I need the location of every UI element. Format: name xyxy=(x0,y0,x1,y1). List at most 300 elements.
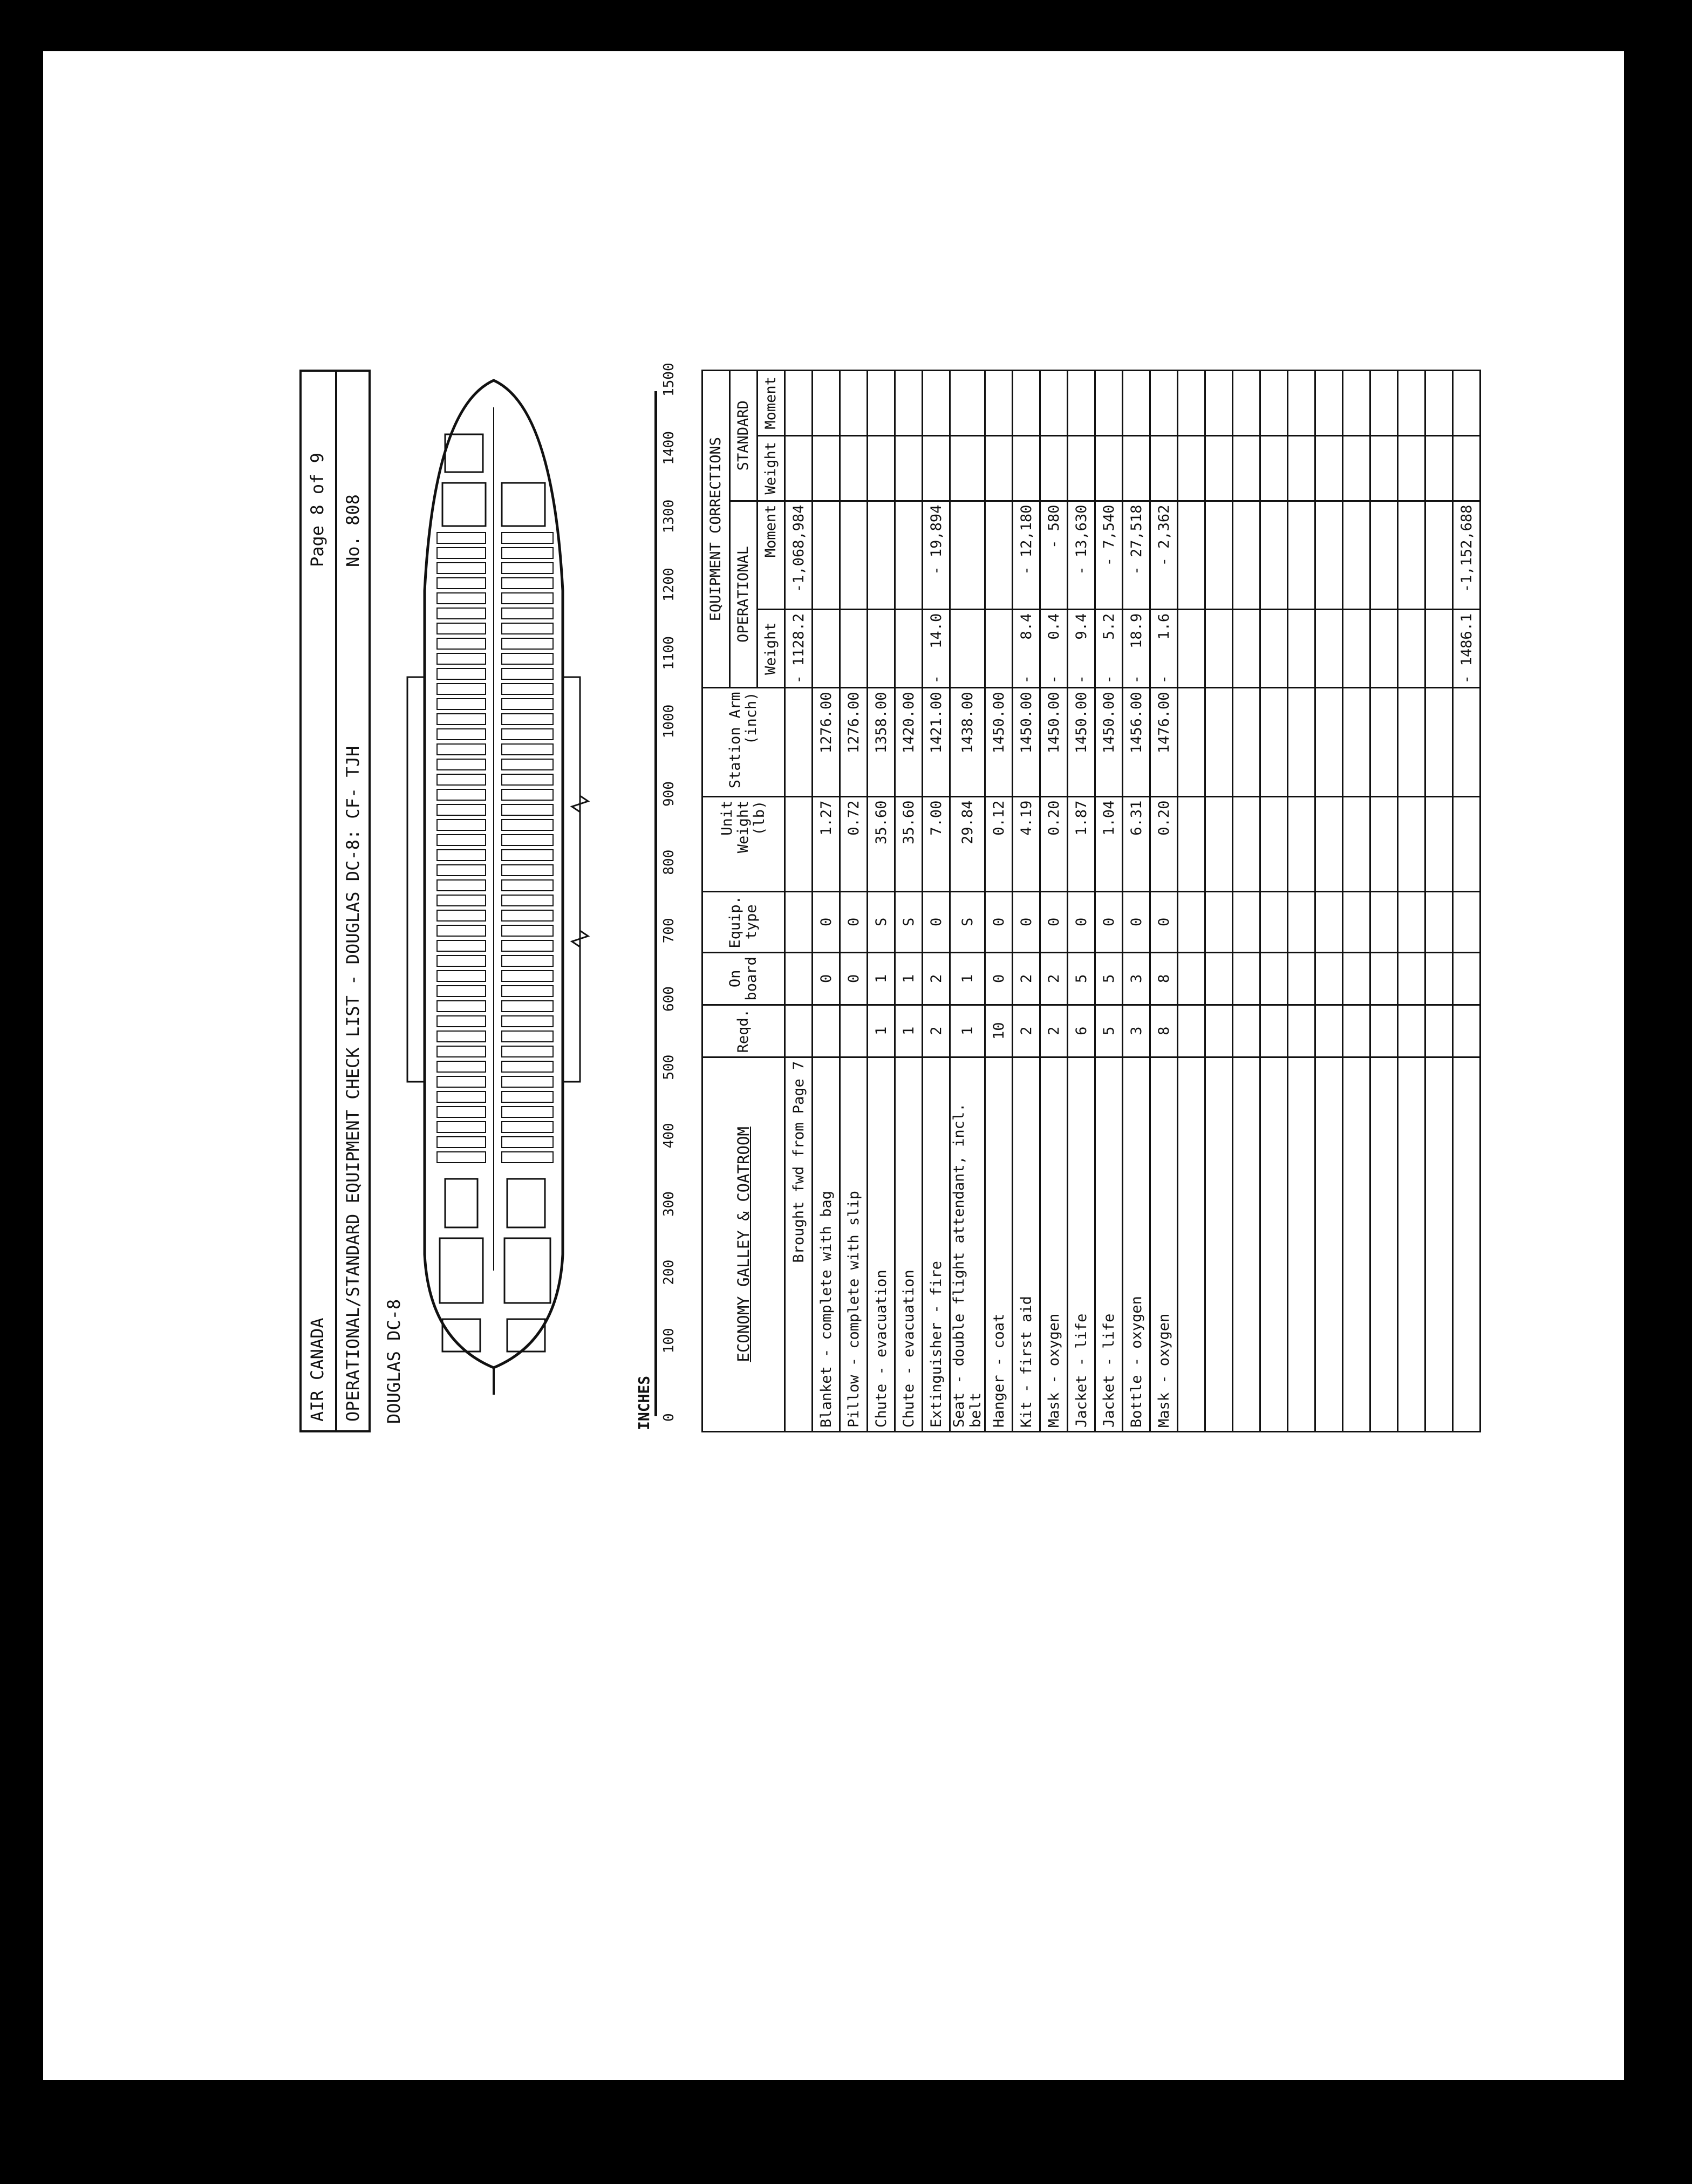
seat-row xyxy=(502,759,553,770)
item-name: Jacket - life xyxy=(1095,1057,1123,1431)
seat-row xyxy=(437,880,486,891)
seat-row xyxy=(437,593,486,604)
item-name: Kit - first aid xyxy=(1013,1057,1040,1431)
blank-cell xyxy=(1398,609,1425,672)
op-moment: - 2,362 xyxy=(1150,501,1178,609)
table-row xyxy=(895,371,923,1432)
seat-row xyxy=(502,1152,553,1163)
blank-cell xyxy=(1233,1057,1260,1431)
blank-cell xyxy=(1233,501,1260,609)
blank-cell xyxy=(1260,672,1288,688)
item-name: Mask - oxygen xyxy=(1150,1057,1178,1431)
blank-cell xyxy=(1288,796,1315,891)
blank-cell xyxy=(1370,501,1398,609)
blank-cell xyxy=(1205,688,1233,796)
blank-cell xyxy=(1315,609,1343,672)
op-moment: - 12,180 xyxy=(1013,501,1040,609)
op-sign: - xyxy=(1068,672,1095,688)
seat-row xyxy=(437,865,486,876)
blank-cell xyxy=(1425,952,1453,1005)
equip-type: 0 xyxy=(1150,891,1178,952)
blank-cell xyxy=(1205,435,1233,501)
blank-cell xyxy=(1425,796,1453,891)
std-moment xyxy=(895,371,923,436)
blank-cell xyxy=(1260,501,1288,609)
blank-cell xyxy=(1288,609,1315,672)
blank-cell xyxy=(1343,891,1370,952)
blank-cell xyxy=(1453,1005,1480,1057)
op-weight: 18.9 xyxy=(1123,609,1150,672)
seat-row xyxy=(437,563,486,574)
blank-cell xyxy=(1425,891,1453,952)
unit-weight: 35.60 xyxy=(895,796,923,891)
equip-type: 0 xyxy=(985,891,1013,952)
blank-row xyxy=(1398,371,1425,1432)
scale-tick-label: 1400 xyxy=(661,431,677,465)
blank-cell xyxy=(1178,891,1205,952)
unit-weight: 0.20 xyxy=(1040,796,1068,891)
table-row xyxy=(1068,371,1095,1432)
scale-label: INCHES xyxy=(635,1375,653,1430)
equip-type: S xyxy=(950,891,985,952)
brought-forward-sign: - xyxy=(785,672,813,688)
blank-cell xyxy=(1233,891,1260,952)
blank-cell xyxy=(1453,796,1480,891)
seat-row xyxy=(437,789,486,800)
blank-cell xyxy=(1260,891,1288,952)
std-weight xyxy=(1040,435,1068,501)
col-reqd: Reqd. xyxy=(702,1005,785,1057)
scale-tick-label: 1200 xyxy=(661,568,677,602)
blank-cell xyxy=(1398,501,1425,609)
blank-cell xyxy=(1178,672,1205,688)
table-row xyxy=(1150,371,1178,1432)
seat-row xyxy=(437,684,486,694)
blank-cell xyxy=(1178,1005,1205,1057)
seat-row xyxy=(502,804,553,815)
seat-row xyxy=(437,578,486,589)
op-sign xyxy=(985,672,1013,688)
blank-cell xyxy=(1315,435,1343,501)
blank-row xyxy=(1315,371,1343,1432)
blank-cell xyxy=(1178,952,1205,1005)
blank-cell xyxy=(1315,371,1343,436)
table-row xyxy=(923,371,950,1432)
blank-cell xyxy=(1205,891,1233,952)
seat-row xyxy=(502,1016,553,1027)
blank-cell xyxy=(1260,609,1288,672)
blank-cell xyxy=(1425,1005,1453,1057)
reqd-qty: 1 xyxy=(868,1005,895,1057)
blank-cell xyxy=(1453,952,1480,1005)
station-arm: 1420.00 xyxy=(895,688,923,796)
scale-tick-label: 300 xyxy=(661,1191,677,1217)
scale-tick-label: 200 xyxy=(661,1259,677,1285)
op-sign xyxy=(868,672,895,688)
blank-cell xyxy=(1398,1057,1425,1431)
blank-cell xyxy=(1343,501,1370,609)
table-row xyxy=(1040,371,1068,1432)
seat-row xyxy=(437,1061,486,1072)
on-board-qty: 1 xyxy=(895,952,923,1005)
std-moment xyxy=(1150,371,1178,436)
blank-cell xyxy=(1370,952,1398,1005)
seat-row xyxy=(502,533,553,543)
blank-cell xyxy=(1343,952,1370,1005)
blank-cell xyxy=(1288,952,1315,1005)
blank-row xyxy=(1288,371,1315,1432)
station-arm: 1476.00 xyxy=(1150,688,1178,796)
blank-cell xyxy=(1453,371,1480,436)
col-standard: STANDARD xyxy=(730,371,758,501)
blank-cell xyxy=(1370,435,1398,501)
table-row xyxy=(985,371,1013,1432)
blank-cell xyxy=(1260,1057,1288,1431)
seat-row xyxy=(502,789,553,800)
blank-cell xyxy=(1260,688,1288,796)
blank-cell xyxy=(1425,1057,1453,1431)
seat-row xyxy=(437,533,486,543)
seat-row xyxy=(437,608,486,619)
op-weight: 14.0 xyxy=(923,609,950,672)
blank-cell xyxy=(1370,796,1398,891)
reqd-qty: 2 xyxy=(1040,1005,1068,1057)
blank-cell xyxy=(1398,796,1425,891)
std-moment xyxy=(1013,371,1040,436)
table-row xyxy=(1095,371,1123,1432)
scale-tick-label: 500 xyxy=(661,1054,677,1080)
std-weight xyxy=(1095,435,1123,501)
op-weight xyxy=(840,609,868,672)
blank-cell xyxy=(1260,952,1288,1005)
blank-cell xyxy=(1205,1057,1233,1431)
blank-row xyxy=(1343,371,1370,1432)
op-moment xyxy=(868,501,895,609)
on-board-qty: 1 xyxy=(868,952,895,1005)
op-sign: - xyxy=(1095,672,1123,688)
seat-row xyxy=(437,850,486,861)
station-arm: 1421.00 xyxy=(923,688,950,796)
blank-cell xyxy=(1205,501,1233,609)
seat-row xyxy=(502,820,553,830)
seat-row xyxy=(437,1031,486,1042)
op-sign: - xyxy=(1013,672,1040,688)
std-weight xyxy=(1123,435,1150,501)
on-board-qty: 0 xyxy=(840,952,868,1005)
op-weight xyxy=(950,609,985,672)
page-number: Page 8 of 9 xyxy=(307,453,328,567)
aircraft-seat-plan-icon xyxy=(391,370,645,1432)
total-sign: - xyxy=(1453,672,1480,688)
blank-row xyxy=(1370,371,1398,1432)
unit-weight: 0.20 xyxy=(1150,796,1178,891)
blank-cell xyxy=(1370,609,1398,672)
seat-row xyxy=(502,774,553,785)
blank-cell xyxy=(1343,1005,1370,1057)
blank-cell xyxy=(1178,435,1205,501)
std-weight xyxy=(840,435,868,501)
aircraft-diagram xyxy=(380,370,650,1432)
col-on-board: On board xyxy=(702,952,785,1005)
blank-cell xyxy=(1178,371,1205,436)
std-moment xyxy=(1095,371,1123,436)
blank-cell xyxy=(1260,371,1288,436)
unit-weight: 35.60 xyxy=(868,796,895,891)
blank-cell xyxy=(1315,672,1343,688)
item-name: Pillow - complete with slip xyxy=(840,1057,868,1431)
seat-row xyxy=(502,1001,553,1012)
blank-cell xyxy=(1315,1057,1343,1431)
item-name: Mask - oxygen xyxy=(1040,1057,1068,1431)
seat-row xyxy=(437,1076,486,1087)
seat-row xyxy=(502,684,553,694)
table-row xyxy=(1123,371,1150,1432)
seat-row xyxy=(437,895,486,906)
blank-cell xyxy=(1260,796,1288,891)
scale-tick-label: 800 xyxy=(661,849,677,875)
op-sign: - xyxy=(923,672,950,688)
std-weight xyxy=(950,435,985,501)
equip-type: 0 xyxy=(1123,891,1150,952)
scale-tick-label: 1300 xyxy=(661,499,677,534)
op-moment xyxy=(840,501,868,609)
seat-row xyxy=(502,1031,553,1042)
seat-row xyxy=(502,653,553,664)
blank-cell xyxy=(1453,891,1480,952)
op-sign xyxy=(813,672,840,688)
blank-cell xyxy=(1343,435,1370,501)
table-row xyxy=(840,371,868,1432)
seat-row xyxy=(437,1046,486,1057)
std-weight xyxy=(813,435,840,501)
op-moment xyxy=(895,501,923,609)
equip-type: 0 xyxy=(813,891,840,952)
blank-cell xyxy=(1370,891,1398,952)
scale-tick-label: 1000 xyxy=(661,704,677,739)
section-title: ECONOMY GALLEY & COATROOM xyxy=(734,1127,753,1362)
form-title: OPERATIONAL/STANDARD EQUIPMENT CHECK LIST - DOUGLAS DC-8: CF- TJH xyxy=(343,746,363,1422)
blank-cell xyxy=(1343,1057,1370,1431)
total-op-moment: -1,152,688 xyxy=(1453,501,1480,609)
std-weight xyxy=(1013,435,1040,501)
seat-row xyxy=(437,668,486,679)
blank-cell xyxy=(1425,435,1453,501)
col-std-moment: Moment xyxy=(758,371,785,436)
seat-row xyxy=(502,1076,553,1087)
seat-row xyxy=(502,835,553,845)
reqd-qty: 10 xyxy=(985,1005,1013,1057)
op-moment xyxy=(950,501,985,609)
seat-row xyxy=(502,971,553,981)
std-moment xyxy=(1123,371,1150,436)
blank-cell xyxy=(1343,672,1370,688)
seat-row xyxy=(502,880,553,891)
scale-tick-label: 900 xyxy=(661,781,677,807)
seat-row xyxy=(437,1152,486,1163)
blank-cell xyxy=(1453,688,1480,796)
unit-weight: 1.27 xyxy=(813,796,840,891)
seat-row xyxy=(437,925,486,936)
blank-cell xyxy=(1205,371,1233,436)
blank-cell xyxy=(1425,688,1453,796)
reqd-qty: 2 xyxy=(923,1005,950,1057)
seat-row xyxy=(502,623,553,634)
seat-row xyxy=(502,548,553,558)
blank-cell xyxy=(1233,796,1260,891)
seat-row xyxy=(502,895,553,906)
blank-cell xyxy=(1233,1005,1260,1057)
seat-row xyxy=(437,1016,486,1027)
seat-row xyxy=(437,1091,486,1102)
op-sign xyxy=(895,672,923,688)
equip-type: S xyxy=(895,891,923,952)
item-name: Bottle - oxygen xyxy=(1123,1057,1150,1431)
inch-scale xyxy=(635,363,700,1432)
blank-cell xyxy=(1398,952,1425,1005)
std-weight xyxy=(868,435,895,501)
seat-row xyxy=(502,910,553,921)
seat-row xyxy=(502,1122,553,1132)
std-moment xyxy=(985,371,1013,436)
scale-tick-label: 600 xyxy=(661,986,677,1012)
op-moment: - 7,540 xyxy=(1095,501,1123,609)
blank-cell xyxy=(1425,501,1453,609)
blank-cell xyxy=(1178,688,1205,796)
blank-row xyxy=(1205,371,1233,1432)
equip-type: 0 xyxy=(923,891,950,952)
seat-row xyxy=(437,804,486,815)
seat-row xyxy=(437,623,486,634)
blank-cell xyxy=(1370,1005,1398,1057)
col-operational: OPERATIONAL xyxy=(730,501,758,688)
seat-row xyxy=(437,971,486,981)
scale-tick-label: 1500 xyxy=(661,363,677,397)
equipment-table xyxy=(701,370,1481,1432)
blank-cell xyxy=(1288,891,1315,952)
seat-row xyxy=(437,548,486,558)
op-weight xyxy=(813,609,840,672)
blank-cell xyxy=(1398,891,1425,952)
unit-weight: 29.84 xyxy=(950,796,985,891)
on-board-qty: 0 xyxy=(985,952,1013,1005)
std-moment xyxy=(1040,371,1068,436)
blank-cell xyxy=(1425,609,1453,672)
blank-cell xyxy=(1233,688,1260,796)
reqd-qty xyxy=(840,1005,868,1057)
brought-forward-weight: 1128.2 xyxy=(785,609,813,672)
seat-row xyxy=(502,986,553,997)
op-weight: 9.4 xyxy=(1068,609,1095,672)
unit-weight: 1.04 xyxy=(1095,796,1123,891)
blank-cell xyxy=(1233,672,1260,688)
seat-row xyxy=(502,699,553,709)
seat-row xyxy=(437,956,486,966)
blank-cell xyxy=(1178,796,1205,891)
seat-row xyxy=(502,1107,553,1117)
seat-row xyxy=(437,759,486,770)
on-board-qty: 1 xyxy=(950,952,985,1005)
seat-row xyxy=(502,1061,553,1072)
blank-cell xyxy=(1288,688,1315,796)
blank-cell xyxy=(1315,501,1343,609)
equip-type: 0 xyxy=(1013,891,1040,952)
blank-cell xyxy=(1260,435,1288,501)
seat-row xyxy=(502,925,553,936)
blank-cell xyxy=(1315,796,1343,891)
blank-cell xyxy=(1288,435,1315,501)
blank-cell xyxy=(1205,796,1233,891)
equip-type: 0 xyxy=(1095,891,1123,952)
std-moment xyxy=(813,371,840,436)
col-equipment-corrections: EQUIPMENT CORRECTIONS xyxy=(702,371,730,688)
seat-row xyxy=(502,593,553,604)
seat-row xyxy=(437,1137,486,1148)
seat-row xyxy=(437,820,486,830)
brought-forward-label: Brought fwd from Page 7 xyxy=(785,1057,813,1431)
blank-cell xyxy=(1178,1057,1205,1431)
seat-row xyxy=(502,956,553,966)
blank-cell xyxy=(1233,435,1260,501)
equip-type: 0 xyxy=(1068,891,1095,952)
reqd-qty: 2 xyxy=(1013,1005,1040,1057)
blank-cell xyxy=(1288,672,1315,688)
station-arm: 1276.00 xyxy=(813,688,840,796)
reqd-qty: 5 xyxy=(1095,1005,1123,1057)
equip-type: 0 xyxy=(840,891,868,952)
std-weight xyxy=(923,435,950,501)
op-moment xyxy=(985,501,1013,609)
blank-cell xyxy=(1315,1005,1343,1057)
blank-cell xyxy=(1453,1057,1480,1431)
blank-cell xyxy=(1425,672,1453,688)
scale-tick-label: 1100 xyxy=(661,636,677,670)
blank-cell xyxy=(1205,609,1233,672)
blank-cell xyxy=(1370,688,1398,796)
on-board-qty: 0 xyxy=(813,952,840,1005)
scale-tick-label: 700 xyxy=(661,918,677,944)
table-row xyxy=(1013,371,1040,1432)
document-number: No. 808 xyxy=(343,494,363,567)
on-board-qty: 5 xyxy=(1068,952,1095,1005)
item-name: Extinguisher - fire xyxy=(923,1057,950,1431)
op-sign: - xyxy=(1040,672,1068,688)
blank-cell xyxy=(1205,952,1233,1005)
station-arm: 1456.00 xyxy=(1123,688,1150,796)
unit-weight: 0.72 xyxy=(840,796,868,891)
op-moment xyxy=(813,501,840,609)
blank-cell xyxy=(1370,1057,1398,1431)
reqd-qty: 1 xyxy=(895,1005,923,1057)
seat-row xyxy=(502,865,553,876)
unit-weight: 0.12 xyxy=(985,796,1013,891)
blank-row xyxy=(1425,371,1453,1432)
op-sign: - xyxy=(1123,672,1150,688)
blank-cell xyxy=(1288,1005,1315,1057)
table-row xyxy=(868,371,895,1432)
on-board-qty: 5 xyxy=(1095,952,1123,1005)
item-name: Hanger - coat xyxy=(985,1057,1013,1431)
seat-row xyxy=(437,744,486,755)
seat-row xyxy=(437,699,486,709)
brought-forward-moment: -1,068,984 xyxy=(785,501,813,609)
item-name: Chute - evacuation xyxy=(895,1057,923,1431)
seat-row xyxy=(502,578,553,589)
section-header-cell xyxy=(702,1057,785,1431)
unit-weight: 1.87 xyxy=(1068,796,1095,891)
seat-row xyxy=(502,1091,553,1102)
blank-cell xyxy=(1205,1005,1233,1057)
blank-cell xyxy=(1453,435,1480,501)
